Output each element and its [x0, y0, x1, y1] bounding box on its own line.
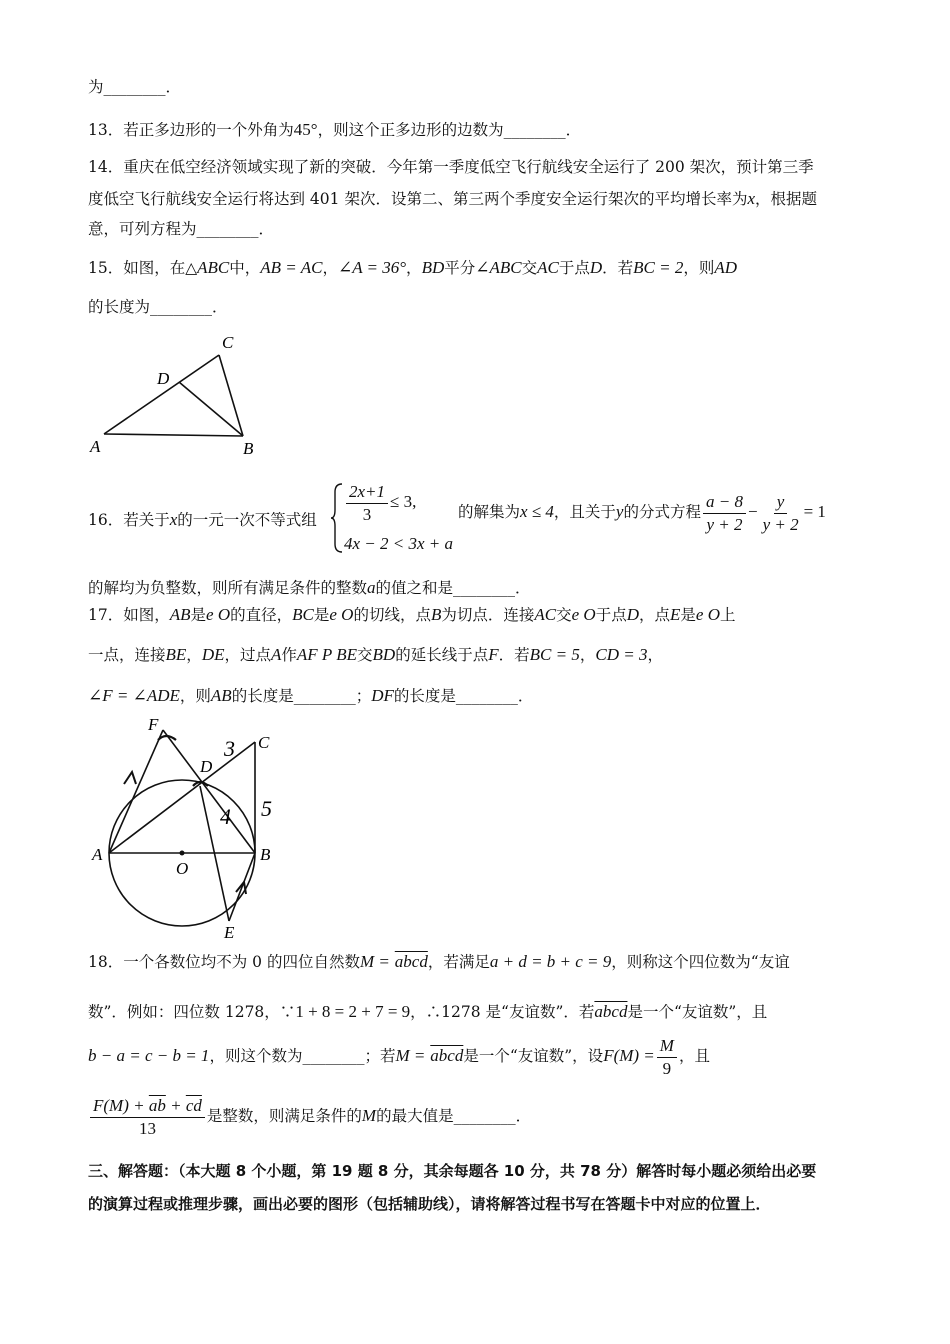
circle-figure: [88, 712, 288, 942]
label-b: B: [243, 439, 254, 458]
question-15-line2: 的长度为________．: [88, 298, 228, 316]
line-bf: [163, 730, 255, 853]
label-a: A: [90, 437, 101, 456]
label-d: D: [200, 757, 213, 776]
side-cb: [219, 355, 243, 436]
question-14-line3: 意，可列方程为________．: [88, 220, 275, 238]
hand-label-3: 3: [224, 736, 235, 761]
line-af: [109, 730, 163, 853]
line-be: [229, 853, 255, 921]
question-15-line1: 15．如图，在△ABC中，AB = AC，∠A = 36°，BD平分∠ABC交AC于点D．若BC = 2，则AD: [88, 258, 738, 277]
parallel-mark-af: [124, 772, 136, 784]
label-o: O: [176, 859, 189, 878]
angle-mark-f: [158, 736, 176, 740]
triangle-figure: [86, 328, 276, 463]
hand-label-4: 4: [220, 804, 231, 829]
question-17-line2: 一点，连接BE，DE，过点A作AF P BE交BD的延长线于点F．若BC = 5，CD = 3，: [88, 645, 663, 664]
label-b: B: [260, 845, 271, 864]
inequality-2: 4x − 2 < 3x + a: [344, 534, 454, 553]
inequality-1: $\frac{2x+1}{3}$ ≤ 3,: [344, 482, 416, 524]
question-14-line1: 14．重庆在低空经济领域实现了新的突破．今年第一季度低空飞行航线安全运行了 200 架次，预计第三季: [88, 158, 814, 176]
question-18-line3: b − a = c − b = 1，则这个数为________；若M = abcd是一个“友谊数”，设F(M) = $\frac{M}{9}$ ，且: [88, 1036, 710, 1078]
q12-tail: 为________．: [88, 78, 182, 96]
system-brace: [330, 482, 344, 554]
question-16-rest: 的解集为x ≤ 4，且关于y的分式方程 $\frac{a - 8}{y + 2}$ − $\frac{y}{y + 2}$ = 1: [458, 492, 826, 534]
question-14-line2: 度低空飞行航线安全运行将达到 401 架次．设第二、第三两个季度安全运行架次的平均增长率为x，根据题: [88, 189, 818, 208]
label-c: C: [258, 733, 270, 752]
question-16-prefix: 16．若关于x的一元一次不等式组: [88, 510, 317, 529]
question-18-line1: 18．一个各数位均不为 0 的四位自然数M = abcd，若满足a + d = b + c = 9，则称这个四位数为“友谊: [88, 952, 790, 971]
label-e: E: [224, 923, 235, 942]
question-17-line3: ∠F = ∠ADE，则AB的长度是________；DF的长度是________．: [88, 686, 534, 705]
label-f: F: [148, 715, 159, 734]
center-o: [180, 851, 185, 856]
hand-label-5: 5: [261, 796, 272, 821]
section-3-line2: 的演算过程或推理步骤，画出必要的图形（包括辅助线），请将解答过程书写在答题卡中对应的位置上．: [88, 1195, 771, 1213]
label-a: A: [92, 845, 103, 864]
question-18-line2: 数”．例如：四位数 1278，∵1 + 8 = 2 + 7 = 9，∴1278 是“友谊数”．若abcd是一个“友谊数”，且: [88, 1002, 768, 1021]
question-13: 13．若正多边形的一个外角为45°，则这个正多边形的边数为________．: [88, 120, 582, 139]
side-ac: [104, 355, 219, 434]
section-3-line1: 三、解答题：（本大题 8 个小题，第 19 题 8 分，其余每题各 10 分，共 78 分）解答时每小题必须给出必要: [88, 1162, 817, 1180]
segment-bd: [179, 382, 243, 436]
question-18-line4: $\frac{F(M) + \overline{ab} + \overline{cd}}{13}$ 是整数，则满足条件的M的最大值是________．: [88, 1096, 531, 1138]
label-d: D: [157, 369, 170, 388]
question-16-line2: 的解均为负整数，则所有满足条件的整数a的值之和是________．: [88, 578, 531, 597]
label-c: C: [222, 333, 234, 352]
question-17-line1: 17．如图，AB是e O的直径，BC是e O的切线，点B为切点．连接AC交e O于点D，点E是e O上: [88, 605, 736, 624]
side-ab: [104, 434, 243, 436]
